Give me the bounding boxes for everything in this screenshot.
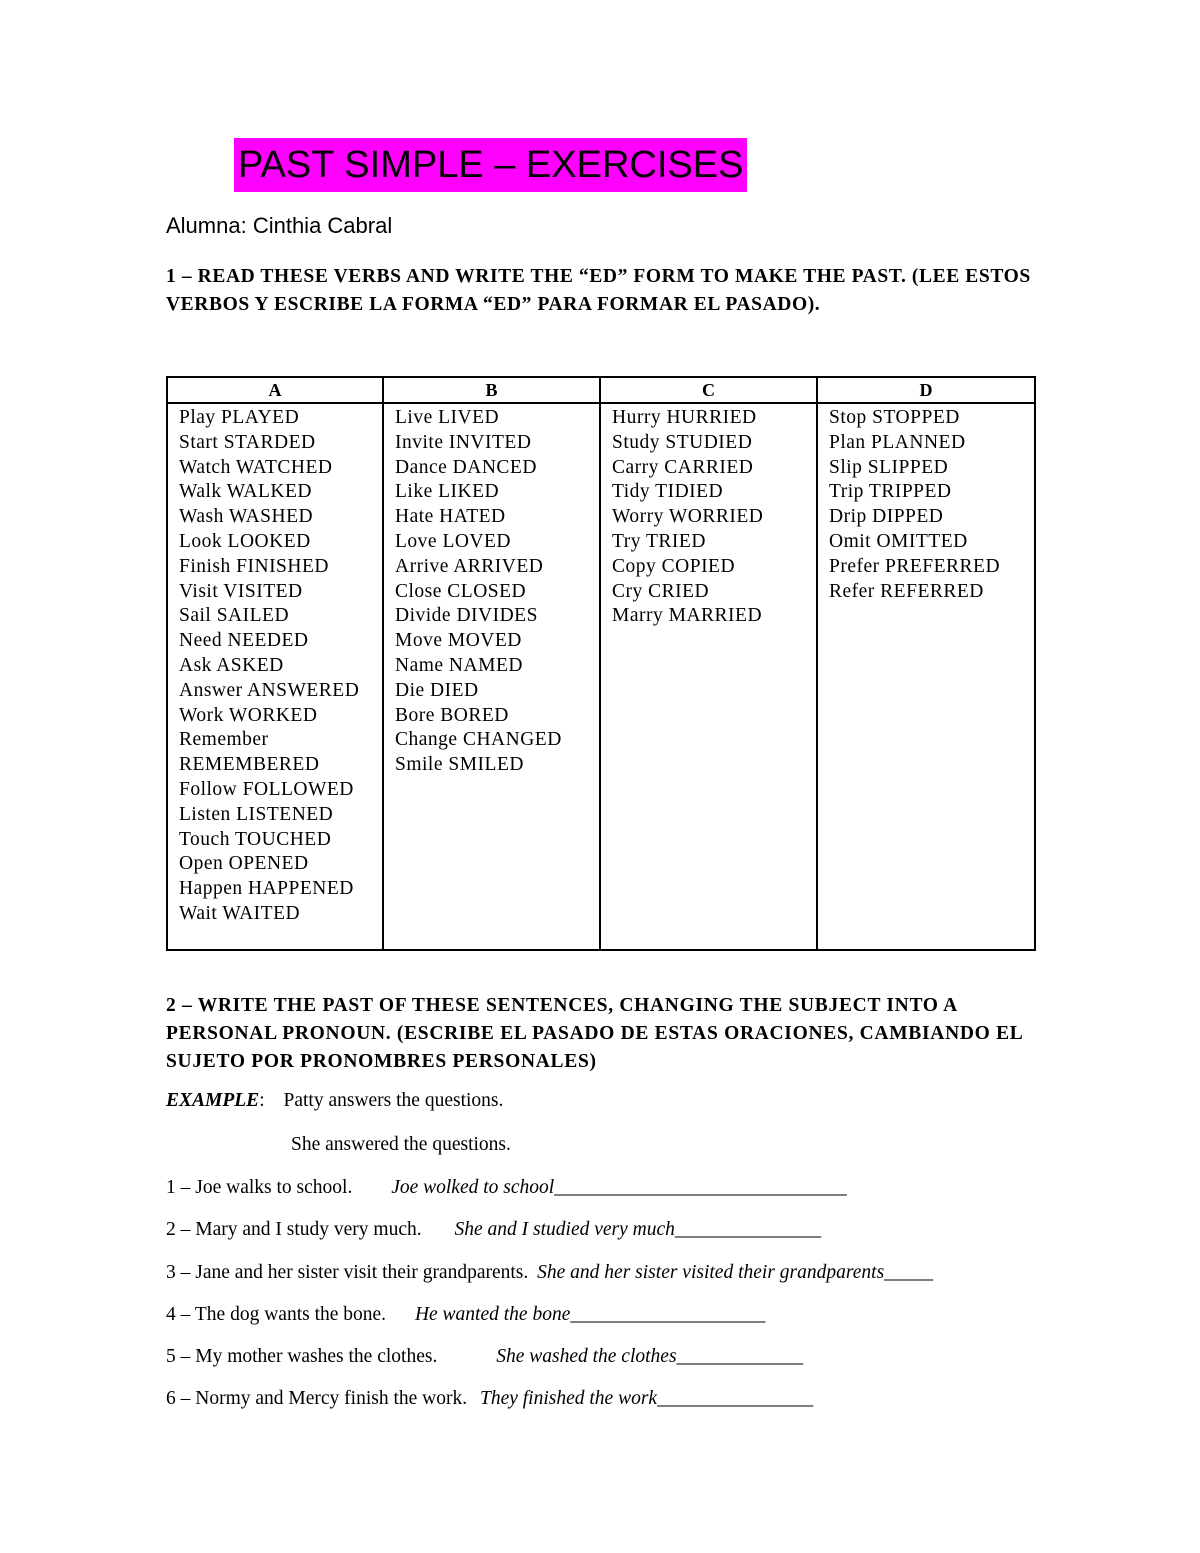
exercise-item xyxy=(166,1219,821,1241)
verb-entry: Die DIED xyxy=(395,679,479,701)
exercise-item xyxy=(166,1346,803,1368)
column-a-verbs xyxy=(167,403,383,950)
verb-entry: Sail SAILED xyxy=(179,605,290,627)
verb-entry: Work WORKED xyxy=(179,704,318,726)
exercise-1-instructions: 1 – READ THESE VERBS AND WRITE THE “ED” FORM TO MAKE THE PAST. (LEE ESTOS VERBOS Y ESCRIBE LA FORMA “ED” PARA FORMAR EL PASADO). xyxy=(166,266,1031,315)
column-b-verbs xyxy=(383,403,600,950)
verb-entry: Study STUDIED xyxy=(612,431,753,453)
verb-entry: Slip SLIPPED xyxy=(829,456,949,478)
verb-entry: Prefer PREFERRED xyxy=(829,555,1001,577)
verb-entry: Hate HATED xyxy=(395,506,506,528)
verb-entry: Look LOOKED xyxy=(179,530,311,552)
item-answer: She and I studied very much xyxy=(454,1219,675,1240)
verb-entry: Follow FOLLOWED xyxy=(179,778,354,800)
exercise-item xyxy=(166,1304,765,1326)
item-prompt: 2 – Mary and I study very much. xyxy=(166,1219,422,1240)
column-header-c: C xyxy=(600,377,817,403)
verb-entry: Omit OMITTED xyxy=(829,530,968,552)
verb-entry: Answer ANSWERED xyxy=(179,679,360,701)
item-answer: They finished the work xyxy=(479,1388,658,1409)
verb-entry: REMEMBERED xyxy=(179,754,320,776)
verb-entry: Remember xyxy=(179,729,269,751)
item-answer: Joe wolked to school xyxy=(391,1177,555,1198)
verb-entry: Need NEEDED xyxy=(179,630,309,652)
exercise-2-instructions: 2 – WRITE THE PAST OF THESE SENTENCES, CHANGING THE SUBJECT INTO A PERSONAL PRONOUN. (ESCRIBE EL PASADO DE ESTAS ORACIONES, CAMBIANDO EL SUJETO POR PRONOMBRES PERSONALES) xyxy=(166,995,1023,1072)
example-line xyxy=(166,1090,503,1112)
example-answer: She answered the questions. xyxy=(291,1134,511,1155)
verb-entry: Listen LISTENED xyxy=(179,803,334,825)
item-prompt: 1 – Joe walks to school. xyxy=(166,1177,353,1198)
verb-entry: Smile SMILED xyxy=(395,754,524,776)
verb-entry: Arrive ARRIVED xyxy=(395,555,544,577)
verb-entry: Ask ASKED xyxy=(179,654,284,676)
verb-entry: Walk WALKED xyxy=(179,481,313,503)
column-header-d: D xyxy=(817,377,1035,403)
item-prompt: 5 – My mother washes the clothes. xyxy=(166,1346,438,1367)
column-header-b: B xyxy=(383,377,600,403)
verb-entry: Finish FINISHED xyxy=(179,555,329,577)
item-answer: She washed the clothes xyxy=(496,1346,677,1367)
verb-entry: Like LIKED xyxy=(395,481,500,503)
verb-entry: Drip DIPPED xyxy=(829,506,944,528)
verb-entry: Open OPENED xyxy=(179,853,309,875)
example-label: EXAMPLE xyxy=(166,1090,260,1111)
example-sentence: Patty answers the questions. xyxy=(283,1090,504,1111)
verb-entry: Dance DANCED xyxy=(395,456,537,478)
verb-entry: Name NAMED xyxy=(395,654,523,676)
column-c-verbs xyxy=(600,403,817,950)
verb-entry: Invite INVITED xyxy=(395,431,532,453)
item-blank: ________________ xyxy=(657,1388,814,1409)
verb-entry: Touch TOUCHED xyxy=(179,828,332,850)
verb-entry: Hurry HURRIED xyxy=(612,407,757,428)
verb-entry: Worry WORRIED xyxy=(612,506,764,528)
verb-entry: Carry CARRIED xyxy=(612,456,754,478)
item-answer: He wanted the bone xyxy=(414,1304,571,1325)
verb-entry: Divide DIVIDES xyxy=(395,605,538,627)
verb-entry: Stop STOPPED xyxy=(829,407,960,428)
item-blank: ____________________ xyxy=(570,1304,766,1325)
verb-entry: Change CHANGED xyxy=(395,729,562,751)
verb-entry: Close CLOSED xyxy=(395,580,527,602)
verb-entry: Plan PLANNED xyxy=(829,431,966,453)
column-header-a: A xyxy=(167,377,383,403)
verb-entry: Watch WATCHED xyxy=(179,456,333,478)
item-prompt: 3 – Jane and her sister visit their grandparents. xyxy=(166,1262,529,1283)
column-d-verbs xyxy=(817,403,1035,950)
exercise-item xyxy=(166,1388,813,1410)
item-blank: _____________ xyxy=(676,1346,804,1367)
item-prompt: 4 – The dog wants the bone. xyxy=(166,1304,387,1325)
verb-entry: Happen HAPPENED xyxy=(179,878,354,900)
item-blank: ______________________________ xyxy=(554,1177,847,1198)
example-colon: : xyxy=(259,1090,265,1111)
verb-entry: Marry MARRIED xyxy=(612,605,763,627)
verb-entry: Bore BORED xyxy=(395,704,509,726)
item-answer: She and her sister visited their grandparents xyxy=(537,1262,885,1283)
verb-entry: Play PLAYED xyxy=(179,407,300,428)
verbs-table xyxy=(166,376,1036,951)
verb-entry: Try TRIED xyxy=(612,530,706,552)
verb-entry: Move MOVED xyxy=(395,630,522,652)
verbs-table-header-row xyxy=(167,377,1035,403)
verb-entry: Live LIVED xyxy=(395,407,500,428)
verb-entry: Start STARDED xyxy=(179,431,316,453)
item-blank: _______________ xyxy=(674,1219,822,1240)
verb-entry: Trip TRIPPED xyxy=(829,481,952,503)
item-prompt: 6 – Normy and Mercy finish the work. xyxy=(166,1388,468,1409)
verb-entry: Refer REFERRED xyxy=(829,580,984,602)
verb-entry: Copy COPIED xyxy=(612,555,736,577)
verb-entry: Love LOVED xyxy=(395,530,512,552)
item-blank: _____ xyxy=(884,1262,933,1283)
student-name: Alumna: Cinthia Cabral xyxy=(166,213,393,238)
verb-entry: Wait WAITED xyxy=(179,902,301,924)
verb-entry: Wash WASHED xyxy=(179,506,314,528)
exercise-item xyxy=(166,1262,933,1284)
verb-entry: Cry CRIED xyxy=(612,580,710,602)
exercise-item xyxy=(166,1177,847,1199)
verb-entry: Visit VISITED xyxy=(179,580,303,602)
page-title: PAST SIMPLE – EXERCISES xyxy=(234,138,747,192)
verbs-table-body-row xyxy=(167,403,1035,950)
verb-entry: Tidy TIDIED xyxy=(612,481,724,503)
